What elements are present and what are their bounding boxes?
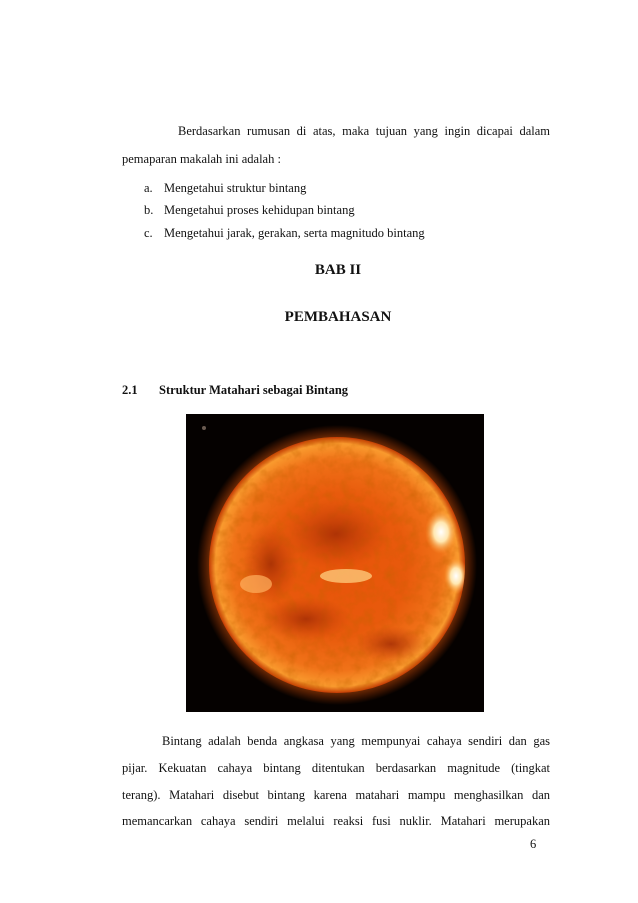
- list-item-text: Mengetahui proses kehidupan bintang: [164, 203, 355, 217]
- chapter-title: PEMBAHASAN: [284, 309, 392, 325]
- objective-item-c: [144, 225, 425, 241]
- section-number: 2.1: [122, 383, 138, 397]
- chapter-number: BAB II: [314, 262, 362, 278]
- list-item-text: Mengetahui struktur bintang: [164, 181, 307, 195]
- body-paragraph-line-4: memancarkan cahaya sendiri melalui reaksi fusi nuklir. Matahari merupakan: [122, 814, 550, 828]
- section-title: Struktur Matahari sebagai Bintang: [159, 383, 349, 397]
- list-marker: c.: [144, 226, 153, 240]
- objective-item-b: [144, 202, 355, 218]
- list-marker: b.: [144, 203, 154, 217]
- list-marker: a.: [144, 181, 153, 195]
- list-item-text: Mengetahui jarak, gerakan, serta magnitudo bintang: [164, 226, 425, 240]
- body-paragraph-line-3: terang). Matahari disebut bintang karena matahari mampu menghasilkan dan: [122, 788, 550, 802]
- intro-paragraph-line-1: Berdasarkan rumusan di atas, maka tujuan yang ingin dicapai dalam: [178, 124, 550, 138]
- objective-item-a: [144, 180, 306, 196]
- sun-photo-icon: [186, 414, 484, 712]
- page-number: 6: [530, 837, 537, 851]
- intro-paragraph-line-2: pemaparan makalah ini adalah :: [122, 152, 281, 166]
- body-paragraph-line-2: pijar. Kekuatan cahaya bintang ditentukan berdasarkan magnitude (tingkat: [122, 761, 550, 775]
- body-paragraph-line-1: Bintang adalah benda angkasa yang mempunyai cahaya sendiri dan gas: [162, 734, 550, 748]
- sun-figure: [186, 414, 484, 712]
